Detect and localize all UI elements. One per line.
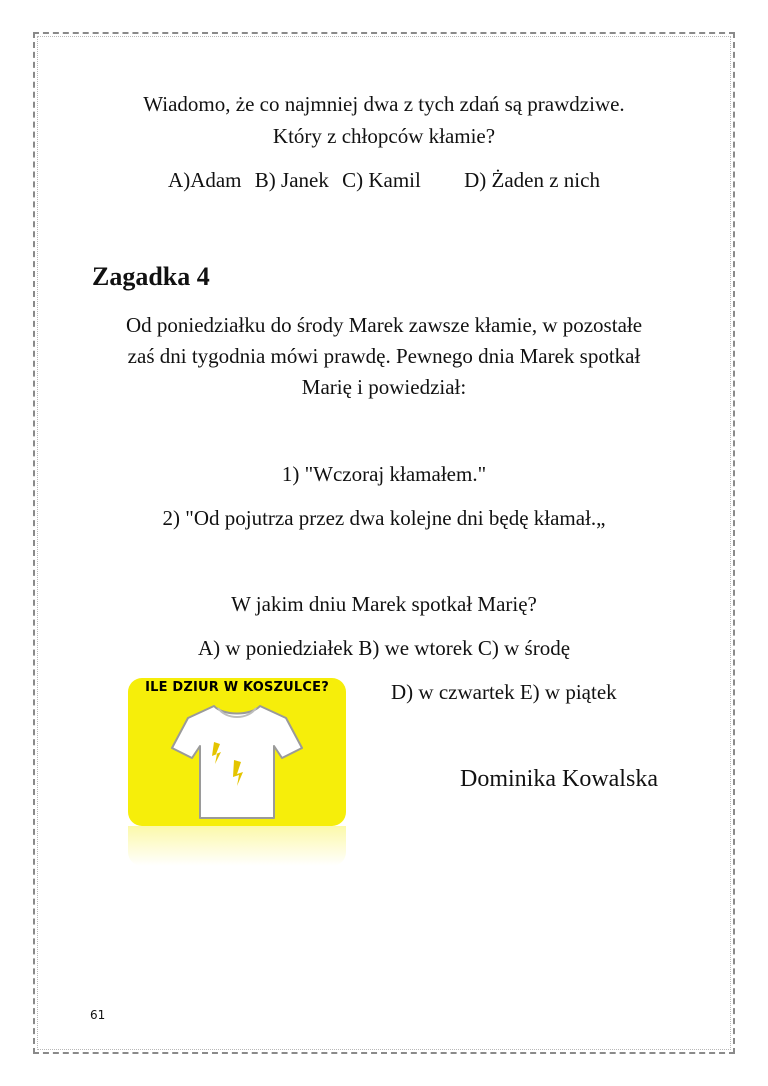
puzzle-text-line-3: Marię i powiedział: (301, 375, 467, 399)
puzzle-text-line-2: zaś dni tygodnia mówi prawdę. Pewnego dnia Marek spotkał (127, 344, 641, 368)
puzzle-text-line-1: Od poniedziałku do środy Marek zawsze kłamie, w pozostałe (125, 313, 643, 337)
tshirt-icon (168, 700, 306, 824)
prev-puzzle-line-2: Który z chłopców kłamie? (272, 124, 496, 148)
statement-2: 2) "Od pojutrza przez dwa kolejne dni będę kłamał.„ (162, 506, 606, 530)
puzzle-heading: Zagadka 4 (92, 262, 210, 291)
prev-answer-d: D) Żaden z nich (464, 168, 600, 192)
puzzle-question: W jakim dniu Marek spotkał Marię? (231, 592, 537, 616)
answers-row-1: A) w poniedziałek B) we wtorek C) w środę (197, 636, 571, 660)
answers-row-2: D) w czwartek E) w piątek (391, 680, 617, 704)
prev-answer-a: A)Adam (168, 168, 242, 192)
prev-answer-b: B) Janek (254, 168, 329, 192)
statement-1: 1) "Wczoraj kłamałem." (281, 462, 487, 486)
prev-puzzle-answers (60, 168, 708, 193)
author-name: Dominika Kowalska (460, 766, 658, 792)
image-reflection (128, 826, 346, 866)
page-number: 61 (90, 1008, 106, 1022)
prev-puzzle-line-1: Wiadomo, że co najmniej dwa z tych zdań są prawdziwe. (143, 92, 625, 116)
tshirt-puzzle-image (128, 678, 346, 826)
prev-answer-c: C) Kamil (342, 168, 421, 192)
image-caption: ILE DZIUR W KOSZULCE? (145, 680, 329, 695)
